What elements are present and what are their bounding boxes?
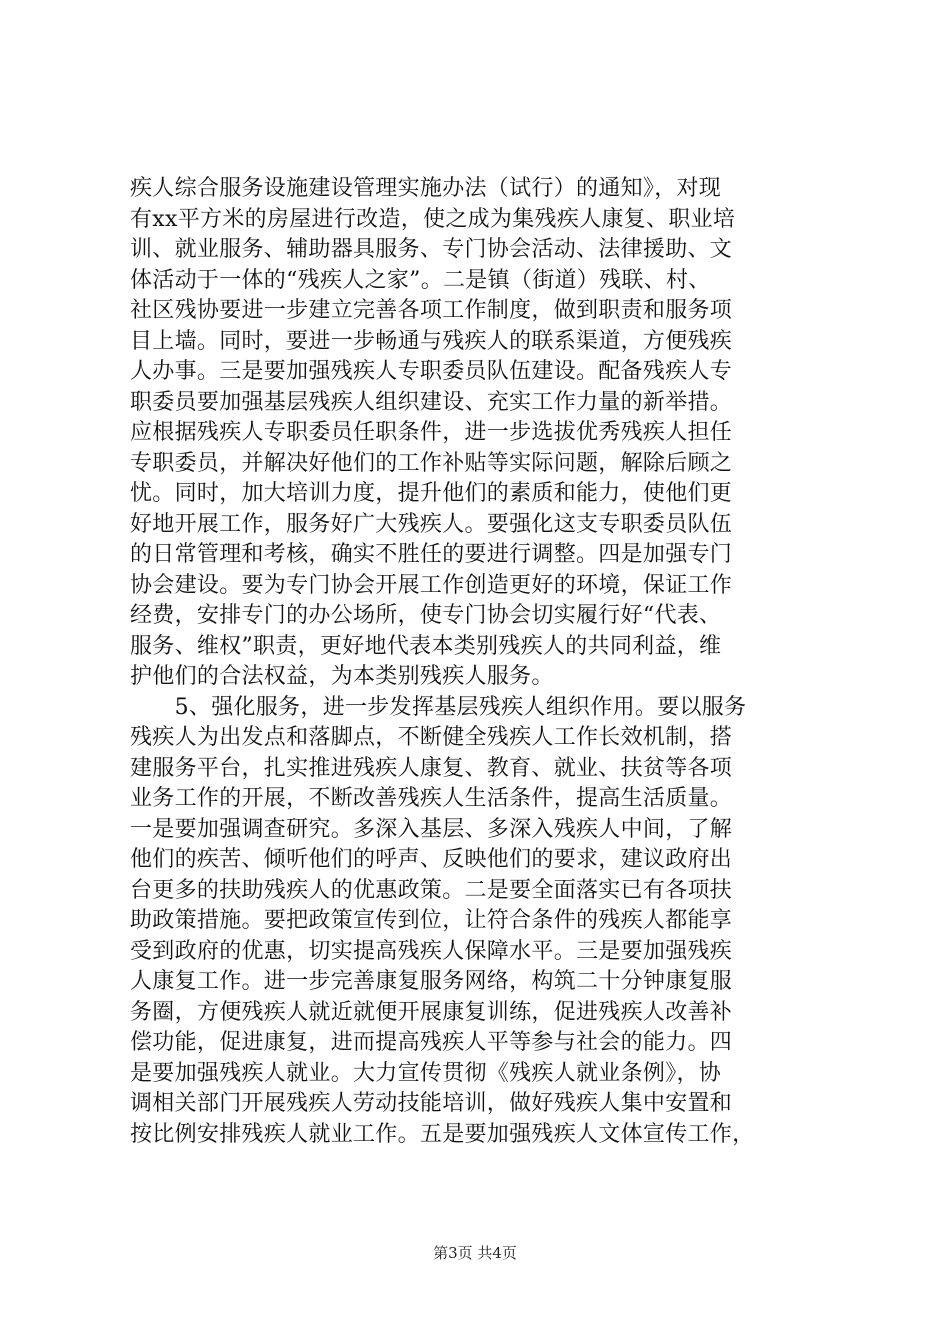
text-line: 务圈，方便残疾人就近就便开展康复训练，促进残疾人改善补 <box>130 999 733 1025</box>
text-line: 训、就业服务、辅助器具服务、专门协会活动、法律援助、文 <box>130 237 733 262</box>
text-line: 业务工作的开展，不断改善残疾人生活条件，提高生活质量。 <box>130 786 733 811</box>
text-line: 有xx平方米的房屋进行改造，使之成为集残疾人康复、职业培 <box>130 206 736 232</box>
text-line: 建服务平台，扎实推进残疾人康复、教育、就业、扶贫等各项 <box>130 755 733 781</box>
text-line: 受到政府的优惠，切实提高残疾人保障水平。三是要加强残疾 <box>130 938 733 964</box>
text-line: 他们的疾苦、倾听他们的呼声、反映他们的要求，建议政府出 <box>130 847 733 872</box>
text-line: 社区残协要进一步建立完善各项工作制度，做到职责和服务项 <box>130 298 733 323</box>
text-line: 护他们的合法权益，为本类别残疾人服务。 <box>130 664 554 689</box>
text-line: 一是要加强调查研究。多深入基层、多深入残疾人中间，了解 <box>130 816 733 842</box>
text-line: 服务、维权”职责，更好地代表本类别残疾人的共同利益，维 <box>130 633 722 659</box>
text-line: 好地开展工作，服务好广大残疾人。要强化这支专职委员队伍 <box>130 511 733 537</box>
text-line: 体活动于一体的“残疾人之家”。二是镇（街道）残联、村、 <box>130 267 711 293</box>
text-line: 偿功能，促进康复，进而提高残疾人平等参与社会的能力。四 <box>130 1030 733 1055</box>
text-line: 应根据残疾人专职委员任职条件，进一步选拔优秀残疾人担任 <box>130 420 733 445</box>
text-line: 调相关部门开展残疾人劳动技能培训，做好残疾人集中安置和 <box>130 1091 733 1116</box>
text-line: 疾人综合服务设施建设管理实施办法（试行）的通知》，对现 <box>130 176 722 201</box>
text-line: 职委员要加强基层残疾人组织建设、充实工作力量的新举措。 <box>130 389 733 415</box>
text-line: 人办事。三是要加强残疾人专职委员队伍建设。配备残疾人专 <box>130 359 733 384</box>
page-footer: 第3页 共4页 <box>433 1244 517 1262</box>
text-line: 专职委员，并解决好他们的工作补贴等实际问题，解除后顾之 <box>130 450 733 476</box>
text-line: 按比例安排残疾人就业工作。五是要加强残疾人文体宣传工作， <box>130 1121 755 1147</box>
text-line: 忧。同时，加大培训力度，提升他们的素质和能力，使他们更 <box>130 481 733 506</box>
text-line: 经费，安排专门的办公场所，使专门协会切实履行好“代表、 <box>130 603 722 628</box>
text-line: 台更多的扶助残疾人的优惠政策。二是要全面落实已有各项扶 <box>130 877 733 903</box>
text-line: 是要加强残疾人就业。大力宣传贯彻《残疾人就业条例》，协 <box>130 1060 722 1086</box>
text-line: 人康复工作。进一步完善康复服务网络，构筑二十分钟康复服 <box>130 969 733 994</box>
text-line: 助政策措施。要把政策宣传到位，让符合条件的残疾人都能享 <box>130 908 733 933</box>
text-line: 的日常管理和考核，确实不胜任的要进行调整。四是加强专门 <box>130 542 733 567</box>
body-text <box>130 174 830 1150</box>
text-line: 目上墙。同时，要进一步畅通与残疾人的联系渠道，方便残疾 <box>130 328 733 354</box>
text-line: 5、强化服务，进一步发挥基层残疾人组织作用。要以服务 <box>130 694 747 720</box>
text-line: 协会建设。要为专门协会开展工作创造更好的环境，保证工作 <box>130 572 733 598</box>
text-line: 残疾人为出发点和落脚点，不断健全残疾人工作长效机制，搭 <box>130 725 733 750</box>
